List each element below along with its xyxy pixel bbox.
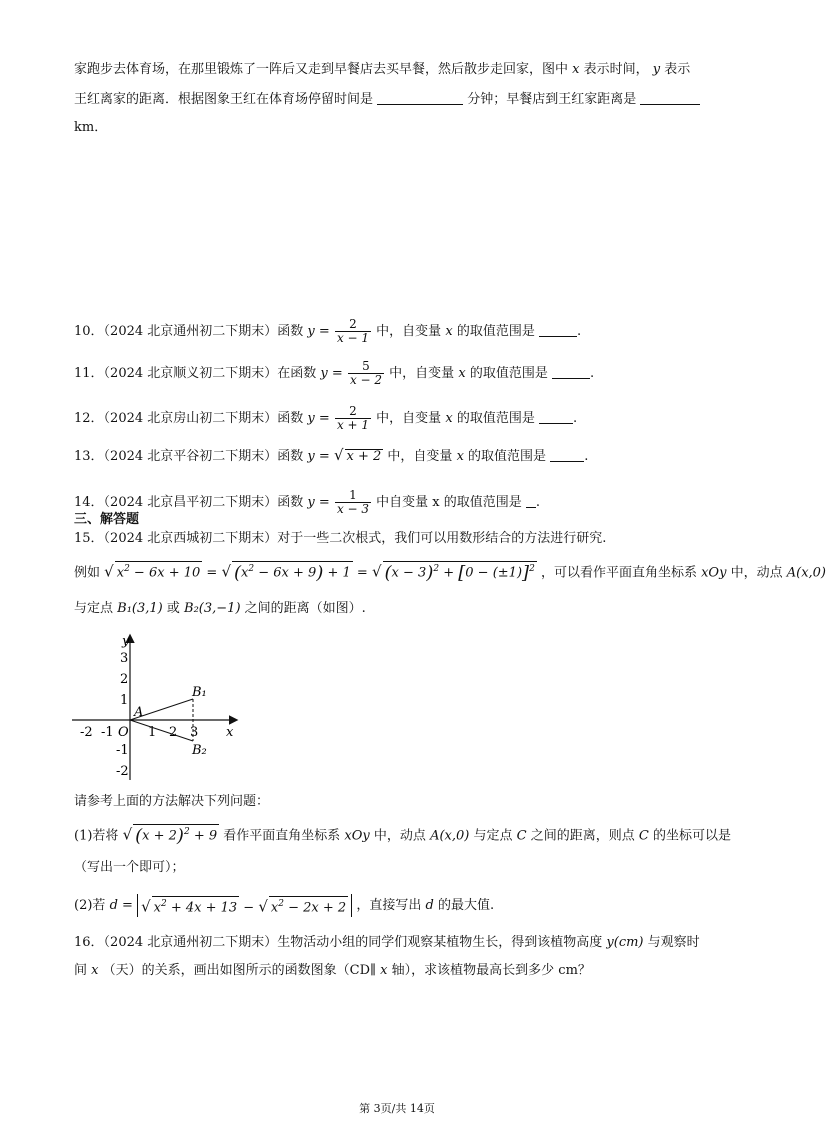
question-text: 14．（2024 北京昌平初二下期末）函数 (74, 495, 304, 510)
q9-text: 表示时间， (583, 62, 649, 77)
y-tick-label: -2 (116, 764, 129, 779)
question-text: 中，自变量 (389, 366, 455, 381)
q9-line-2 (74, 92, 700, 106)
question-text: 的取值范围是 (456, 411, 535, 426)
x-tick-label: -1 (101, 725, 114, 740)
point-B2-label: B₂ (192, 743, 207, 758)
question-15-part-1-note: （写出一个即可）； (74, 860, 185, 875)
q9-text: 分钟；早餐店到王红家距离是 (467, 92, 637, 107)
q9-var-x: x (572, 62, 580, 77)
question-text: 的取值范围是 (469, 366, 548, 381)
answer-blank[interactable] (640, 92, 700, 105)
q9-line-3: km． (74, 120, 108, 135)
q9-var-y: y (652, 62, 661, 77)
answer-blank[interactable] (552, 366, 590, 379)
question-text: 中自变量 x 的取值范围是 (376, 495, 522, 510)
answer-blank[interactable] (539, 411, 573, 424)
question-16-line-2: 间 x （天）的关系，画出如图所示的函数图象（CD∥ x 轴），求该植物最高长到多少 cm？ (74, 963, 591, 978)
y-tick-label: -1 (116, 743, 129, 758)
x-tick-label: 2 (169, 725, 178, 740)
point-B1-label: B₁ (192, 685, 207, 700)
question-text: 13．（2024 北京平谷初二下期末）函数 (74, 449, 304, 464)
question-13: 13．（2024 北京平谷初二下期末）函数 y = √ x + 2 中，自变量 x 的取值范围是 . (74, 446, 589, 464)
question-text: 11．（2024 北京顺义初二下期末）在函数 (74, 366, 317, 381)
x-tick-label: 1 (148, 725, 157, 740)
question-text: 的取值范围是 (456, 324, 535, 339)
coordinate-figure (68, 632, 248, 782)
question-text: 中，自变量 (376, 411, 442, 426)
question-text: 的取值范围是 (468, 449, 547, 464)
question-10: 10．（2024 北京通州初二下期末）函数 y = $\frac{2}{x - 1}$ 中，自变量 x 的取值范围是 . (74, 317, 582, 345)
y-tick-label: 3 (120, 651, 129, 666)
page-footer: 第 3页/共 14页 (359, 1102, 435, 1115)
question-text: 10．（2024 北京通州初二下期末）函数 (74, 324, 304, 339)
question-text: 中，自变量 (376, 324, 442, 339)
x-tick-label: 3 (190, 725, 199, 740)
answer-blank[interactable] (377, 92, 463, 105)
answer-blank[interactable] (550, 449, 584, 462)
segment-A-B2 (130, 720, 193, 741)
question-text: 12．（2024 北京房山初二下期末）函数 (74, 411, 304, 426)
question-15-part-2: (2)若 d = √ $x^2 + 4x + 13$ − √ $x^2 - 2x + 2$ ，直接写出 d 的最大值. (74, 894, 494, 917)
radicand: x + 2 (346, 449, 382, 464)
q9-line-1 (74, 63, 690, 76)
question-11: 11．（2024 北京顺义初二下期末）在函数 y = $\frac{5}{x - 2}$ 中，自变量 x 的取值范围是 . (74, 359, 595, 387)
fraction: $\frac{5}{x - 2}$ (349, 359, 383, 387)
q9-text: 表示 (664, 62, 691, 77)
y-tick-label: 1 (120, 693, 129, 708)
question-text: 中，自变量 (387, 449, 453, 464)
question-15-ask: 请参考上面的方法解决下列问题： (74, 794, 270, 809)
question-15-intro: 15．（2024 北京西城初二下期末）对于一些二次根式，我们可以用数形结合的方法进行研究. (74, 531, 607, 546)
question-15-line3: 与定点 B₁(3,1) 或 B₂(3,−1) 之间的距离（如图）. (74, 601, 366, 616)
q9-text: 王红离家的距离．根据图象王红在体育场停留时间是 (74, 92, 374, 107)
question-14: 14．（2024 北京昌平初二下期末）函数 y = $\frac{1}{x - 3}$ 中自变量 x 的取值范围是 . (74, 488, 541, 516)
question-15-part-1: (1)若将 √ $(x + 2)^2 + 9$ 看作平面直角坐标系 xOy 中，动点 A(x,0) 与定点 C 之间的距离，则点 C 的坐标可以是 (74, 825, 731, 847)
y-tick-label: 2 (120, 672, 129, 687)
x-axis-label: x (226, 725, 234, 740)
fraction: $\frac{1}{x - 3}$ (336, 488, 370, 516)
answer-blank[interactable] (539, 324, 577, 337)
fraction: $\frac{2}{x - 1}$ (336, 317, 370, 345)
y-axis-label: y (122, 634, 130, 649)
question-12: 12．（2024 北京房山初二下期末）函数 y = $\frac{2}{x + 1}$ 中，自变量 x 的取值范围是 . (74, 404, 578, 432)
fraction: $\frac{2}{x + 1}$ (336, 404, 370, 432)
origin-label: O (118, 725, 129, 740)
point-A-label: A (134, 705, 144, 720)
section-heading: 三、解答题 (74, 512, 140, 527)
q9-text: 家跑步去体育场，在那里锻炼了一阵后又走到早餐店去买早餐，然后散步走回家，图中 (74, 62, 569, 77)
question-16-line-1: 16．（2024 北京通州初二下期末）生物活动小组的同学们观察某植物生长，得到该植物高度 y(cm) 与观察时 (74, 935, 700, 950)
x-tick-label: -2 (80, 725, 93, 740)
question-15-example: 例如 √ $x^2 - 6x + 10$ = √ $(x^2 - 6x + 9) + 1$ = √ $(x - 3)^2 + [0 - (\pm 1)]^2$ ，可以看作平面直角坐标系 xOy 中，动点 A(x,0) (74, 562, 826, 584)
answer-blank[interactable] (526, 495, 536, 508)
